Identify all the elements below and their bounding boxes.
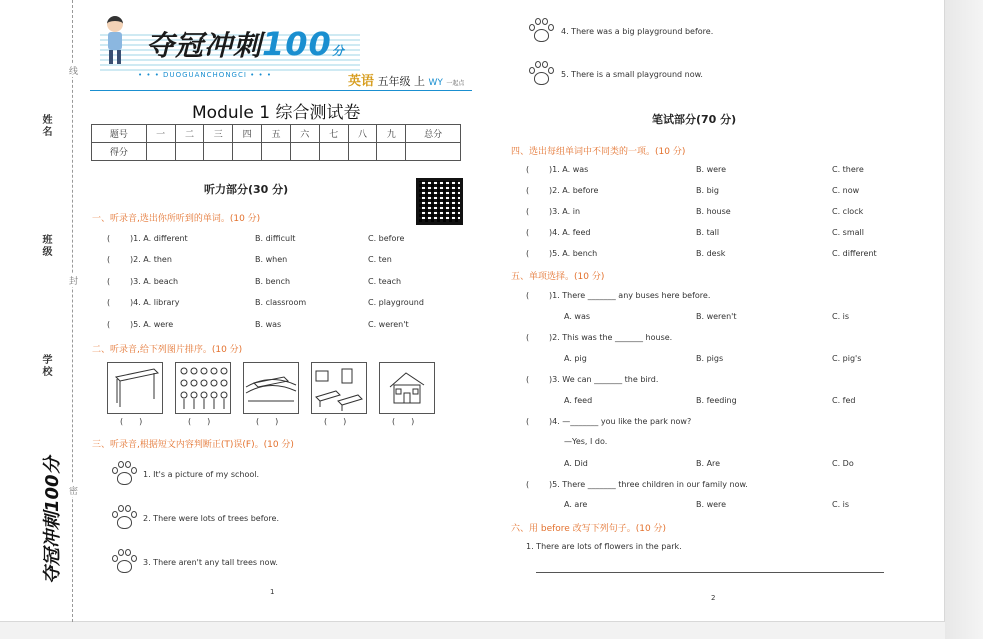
tf-statement: 5. There is a small playground now. [561,70,703,79]
option-b: B. feeding [696,396,737,405]
option-b: B. were [696,165,727,174]
question: )5. A. were [130,320,174,329]
option-b: B. bench [255,277,291,286]
answer-paren: ( ) [120,417,143,426]
paw-icon [110,504,138,532]
brand-pinyin: • • • DUOGUANCHONGCI • • • [138,71,272,79]
option-b: B. pigs [696,354,724,363]
classroom-picture [311,362,367,414]
score-header-cell: 题号 [92,125,147,143]
brand-logo: 夺冠冲刺100分 [146,25,345,63]
question: )4. A. library [130,298,180,307]
house-picture [379,362,435,414]
option-b: B. when [255,255,288,264]
question: )4. A. feed [549,228,591,237]
score-row-label: 得分 [92,143,147,161]
tf-statement: 3. There aren't any tall trees now. [143,558,278,567]
paw-icon [110,460,138,488]
score-cell [319,143,348,161]
answer-paren: ( ) [256,417,279,426]
option-b: B. weren't [696,312,737,321]
paren: ( [526,228,530,237]
option-c: C. playground [368,298,424,307]
paren: ( [107,298,111,307]
subject-grade: 英语 五年级 上 WY 一起点 [348,74,465,89]
side-brand-logo: 夺冠冲刺100分 [42,456,63,584]
tf-statement: 2. There were lots of trees before. [143,514,279,523]
score-cell [290,143,319,161]
question: )2. A. before [549,186,599,195]
seal-mark: 封 [67,276,77,285]
option-c: C. fed [832,396,856,405]
rewrite-sentence: 1. There are lots of flowers in the park. [526,542,682,551]
binding-margin [0,0,88,622]
paren: ( [526,291,530,300]
question: )1. A. was [549,165,589,174]
option-c: C. small [832,228,864,237]
option-c: C. there [832,165,864,174]
score-header-cell: 七 [319,125,348,143]
option-b: B. classroom [255,298,307,307]
option-c: C. before [368,234,405,243]
qr-code-icon [416,178,463,225]
paren: ( [107,234,111,243]
question: )1. There _______ any buses here before. [549,291,711,300]
score-header-cell: 五 [262,125,291,143]
tf-statement: 4. There was a big playground before. [561,27,714,36]
score-header-cell: 总分 [406,125,461,143]
name-label: 姓名 [40,114,51,138]
option-c: C. clock [832,207,864,216]
header-rule [90,90,472,91]
question: )3. A. in [549,207,581,216]
writing-heading: 笔试部分(70 分) [652,113,737,126]
score-cell [348,143,377,161]
kid-mascot-icon [104,16,126,68]
section-6-title: 六、用 before 改写下列句子。(10 分) [511,524,667,534]
option-c: C. teach [368,277,402,286]
score-cell [175,143,204,161]
option-a: A. Did [564,459,588,468]
section-4-title: 四、选出每组单词中不同类的一项。(10 分) [511,147,686,157]
dialog-reply: —Yes, I do. [564,437,608,446]
section-2-title: 二、听录音,给下列图片排序。(10 分) [92,345,243,355]
option-c: C. ten [368,255,392,264]
score-header-cell: 三 [204,125,233,143]
option-c: C. now [832,186,860,195]
paren: ( [107,255,111,264]
playground-picture [243,362,299,414]
score-table [91,124,461,161]
page-number-1: 1 [270,588,275,596]
paren: ( [526,207,530,216]
school-label: 学校 [40,354,51,378]
option-c: C. Do [832,459,854,468]
option-c: C. is [832,312,850,321]
section-5-title: 五、单项选择。(10 分) [511,272,605,282]
answer-line [536,572,884,573]
score-cell [204,143,233,161]
section-3-title: 三、听录音,根据短文内容判断正(T)误(F)。(10 分) [92,440,294,450]
viewer-background [945,0,983,639]
score-header-cell: 四 [233,125,262,143]
question: )1. A. different [130,234,188,243]
paren: ( [526,249,530,258]
score-header-cell: 一 [146,125,175,143]
paren: ( [526,333,530,342]
paren: ( [526,165,530,174]
option-b: B. Are [696,459,721,468]
paren: ( [526,417,530,426]
option-b: B. was [255,320,282,329]
paren: ( [526,186,530,195]
question: )2. A. then [130,255,172,264]
score-cell [377,143,406,161]
page-number-2: 2 [711,594,716,602]
option-a: A. was [564,312,591,321]
flowers-picture [175,362,231,414]
score-cell [146,143,175,161]
score-header-cell: 九 [377,125,406,143]
exam-title: Module 1 综合测试卷 [192,103,361,123]
option-a: A. are [564,500,588,509]
score-cell [262,143,291,161]
option-b: B. tall [696,228,720,237]
brand-header [100,14,465,90]
option-b: B. were [696,500,727,509]
secret-mark: 密 [67,486,77,495]
question: )3. We can _______ the bird. [549,375,659,384]
score-cell [406,143,461,161]
paren: ( [526,375,530,384]
table-picture [107,362,163,414]
answer-paren: ( ) [324,417,347,426]
option-a: A. feed [564,396,593,405]
question: )5. A. bench [549,249,598,258]
option-b: B. difficult [255,234,296,243]
paren: ( [107,320,111,329]
option-a: A. pig [564,354,587,363]
score-header-cell: 六 [290,125,319,143]
class-label: 班级 [40,234,51,258]
score-header-cell: 八 [348,125,377,143]
question: )2. This was the _______ house. [549,333,673,342]
paren: ( [107,277,111,286]
option-b: B. big [696,186,719,195]
answer-paren: ( ) [188,417,211,426]
option-b: B. house [696,207,731,216]
paw-icon [110,548,138,576]
option-b: B. desk [696,249,726,258]
paren: ( [526,480,530,489]
section-1-title: 一、听录音,选出你所听到的单词。(10 分) [92,214,261,224]
cut-line [72,0,73,622]
option-c: C. weren't [368,320,409,329]
score-cell [233,143,262,161]
question: )4. —_______ you like the park now? [549,417,692,426]
paw-icon [527,60,555,88]
line-mark: 线 [67,66,77,75]
tf-statement: 1. It's a picture of my school. [143,470,260,479]
option-c: C. different [832,249,877,258]
score-header-cell: 二 [175,125,204,143]
question: )5. There _______ three children in our family now. [549,480,748,489]
listening-heading: 听力部分(30 分) [204,183,289,196]
answer-paren: ( ) [392,417,415,426]
paw-icon [527,17,555,45]
picture-row [107,362,435,414]
question: )3. A. beach [130,277,179,286]
option-c: C. is [832,500,850,509]
option-c: C. pig's [832,354,862,363]
